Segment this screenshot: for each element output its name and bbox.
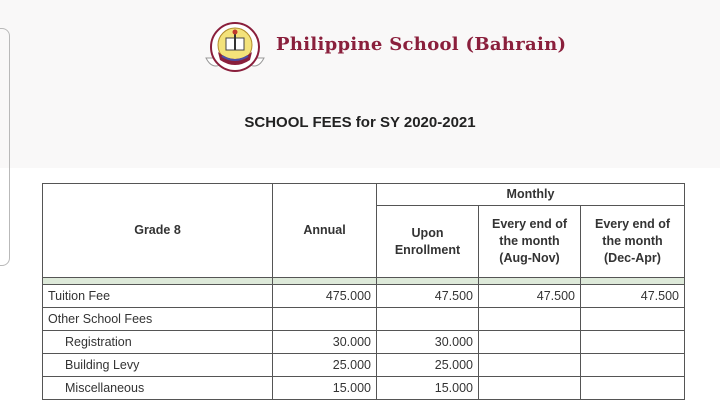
dec-apr-value <box>581 377 685 400</box>
fee-label: Building Levy <box>43 354 273 377</box>
aug-nov-value <box>479 354 581 377</box>
fee-label: Registration <box>43 331 273 354</box>
school-fees-table <box>42 183 685 400</box>
upon-enrollment-value: 30.000 <box>377 331 479 354</box>
table-row <box>43 308 685 331</box>
grade-header: Grade 8 <box>43 184 273 278</box>
dec-apr-header: Every end of the month (Dec-Apr) <box>581 206 685 278</box>
table-row <box>43 285 685 308</box>
aug-nov-value <box>479 308 581 331</box>
aug-nov-header: Every end of the month (Aug-Nov) <box>479 206 581 278</box>
aug-nov-value: 47.500 <box>479 285 581 308</box>
dec-apr-value <box>581 308 685 331</box>
separator-band <box>43 278 685 285</box>
dec-apr-value <box>581 331 685 354</box>
fee-label: Tuition Fee <box>43 285 273 308</box>
fee-label: Miscellaneous <box>43 377 273 400</box>
table-row <box>43 331 685 354</box>
table-row <box>43 377 685 400</box>
upon-enrollment-header: Upon Enrollment <box>377 206 479 278</box>
header-background <box>0 0 720 168</box>
school-name: Philippine School (Bahrain) <box>276 34 567 55</box>
aug-nov-value <box>479 331 581 354</box>
annual-header: Annual <box>273 184 377 278</box>
monthly-header: Monthly <box>377 184 685 206</box>
dec-apr-value: 47.500 <box>581 285 685 308</box>
upon-enrollment-value: 25.000 <box>377 354 479 377</box>
annual-value <box>273 308 377 331</box>
fee-label: Other School Fees <box>43 308 273 331</box>
aug-nov-value <box>479 377 581 400</box>
annual-value: 30.000 <box>273 331 377 354</box>
document-title: SCHOOL FEES for SY 2020-2021 <box>244 114 476 131</box>
upon-enrollment-value: 15.000 <box>377 377 479 400</box>
upon-enrollment-value: 47.500 <box>377 285 479 308</box>
upon-enrollment-value <box>377 308 479 331</box>
sidebar-edge-handle[interactable] <box>0 28 10 266</box>
annual-value: 15.000 <box>273 377 377 400</box>
dec-apr-value <box>581 354 685 377</box>
table-row <box>43 354 685 377</box>
annual-value: 25.000 <box>273 354 377 377</box>
annual-value: 475.000 <box>273 285 377 308</box>
school-crest-icon <box>204 18 266 80</box>
